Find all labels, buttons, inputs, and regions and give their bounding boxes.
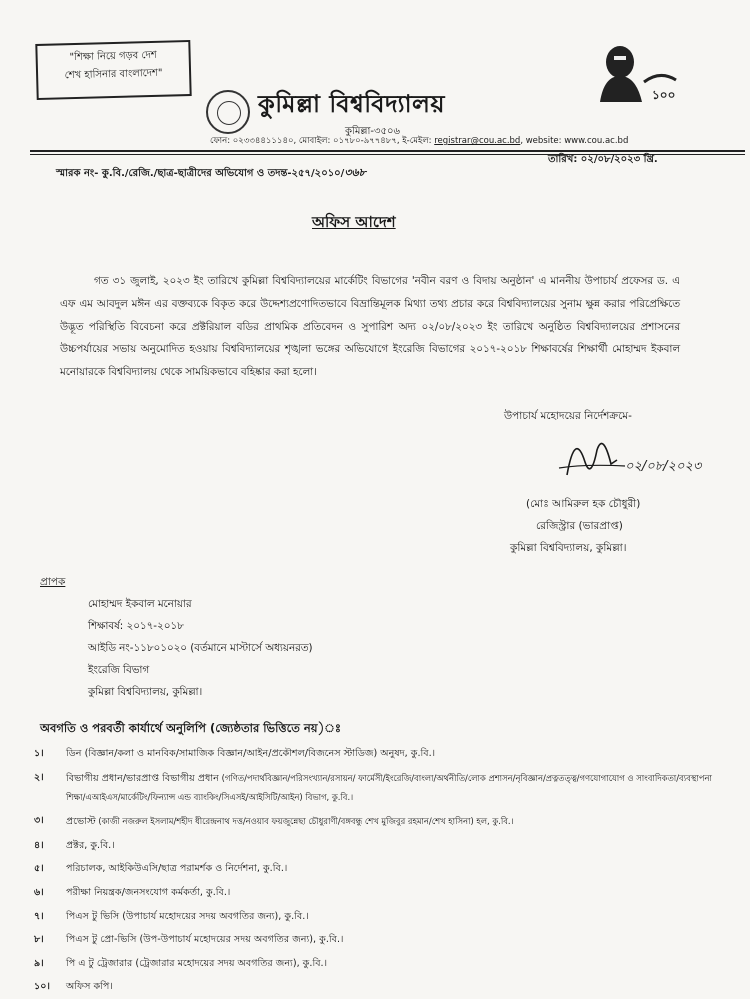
list-item [34,884,724,902]
order-body-text: গত ৩১ জুলাই, ২০২৩ ইং তারিখে কুমিল্লা বিশ্ববিদ্যালয়ের মার্কেটিং বিভাগের 'নবীন বরণ ও বিদায় অনুষ্ঠান' এ মাননীয় উপাচার্য প্রফেসর ড. এ এফ এম আবদুল মঈন এর বক্তব্যকে বিকৃত করে উদ্দেশ্যপ্রণোদিতভাবে বিভ্রান্তিমূলক মিথ্যা তথ্য প্রচার করে বিশ্ববিদ্যালয়ের সুনাম ক্ষুন্ন করার পরিপ্রেক্ষিতে উদ্ভূত পরিস্থিতি বিবেচনা করে প্রক্টরিয়াল বডির প্রাথমিক প্রতিবেদন ও সুপারিশ অদ্য ০২/০৮/২০২৩ ইং তারিখে অনুষ্ঠিত বিশ্ববিদ্যালয়ের প্রশাসনের উচ্চপর্যায়ের সভায় অনুমোদিত হওয়ায় বিশ্ববিদ্যালয়ের শৃঙ্খলা ভঙ্গের অভিযোগে ইংরেজি বিভাগের ২০১৭-২০১৮ শিক্ষাবর্ষের শিক্ষার্থী মোহাম্মদ ইকবাল মনোয়ারকে বিশ্ববিদ্যালয় থেকে সাময়িকভাবে বহিষ্কার করা হলো। [60,275,680,379]
list-item [34,860,724,878]
list-item-number: ৯। [34,957,44,969]
handwritten-signature-icon [545,420,715,490]
list-item-text: অফিস কপি। [66,981,113,993]
slogan-line-2: শেখ হাসিনার বাংলাদেশ" [64,67,163,82]
list-item-number: ১০। [34,981,50,993]
list-item [34,812,724,831]
memo-date: তারিখ: ০২/০৮/২০২৩ খ্রি. [548,154,658,165]
email-link[interactable]: registrar@cou.ac.bd [434,136,521,146]
signature-by-order: উপাচার্য মহোদয়ের নির্দেশক্রমে- [504,410,632,422]
list-item [34,931,724,949]
contact-line [210,134,628,148]
list-item-detail: (কাজী নজরুল ইসলাম/শহীদ ধীরেন্দ্রনাথ দত্ত/নওয়াব ফয়জুন্নেছা চৌধুরাণী/বঙ্গবন্ধু শেখ মুজিবুর রহমান/শেখ হাসিনা) হল, কু.বি.। [95,816,514,827]
list-item-number: ৬। [34,886,44,898]
website-text: , website: www.cou.ac.bd [520,136,629,146]
list-item-text: পিএস টু ভিসি (উপাচার্য মহোদয়ের সদয় অবগতির জন্য), কু.বি.। [66,910,309,922]
list-item [34,955,724,973]
list-item-number: ৫। [34,863,44,875]
signatory-title: রেজিস্ট্রার (ভারপ্রাপ্ত) [536,520,623,532]
recipient-block [88,593,313,703]
recipient-line: ইংরেজি বিভাগ [88,664,150,676]
centenary-badge: ১০০ [652,88,676,102]
list-item-number: ৭। [34,910,44,922]
list-item-text: বিভাগীয় প্রধান/ভারপ্রাপ্ত বিভাগীয় প্রধান [66,772,219,784]
document-title: অফিস আদেশ [312,213,396,231]
memo-reference [56,164,366,183]
centenary-portrait-logo-icon [590,42,690,102]
slogan-line-1: "শিক্ষা নিয়ে গড়ব দেশ [69,49,157,64]
slogan-box [35,40,191,100]
list-item-text: পি এ টু ট্রেজারার (ট্রেজারার মহোদয়ের সদয় অবগতির জন্য), কু.বি.। [66,957,328,969]
university-seal-icon [206,90,250,134]
list-item-number: ৪। [34,839,44,851]
signatory-org: কুমিল্লা বিশ্ববিদ্যালয়, কুমিল্লা। [510,542,627,554]
recipient-line: মোহাম্মদ ইকবাল মনোয়ার [88,598,192,610]
list-item [34,978,724,996]
list-item [34,837,724,855]
list-item-number: ৩। [34,815,44,827]
list-item-detail: (গণিত/পদার্থবিজ্ঞান/পরিসংখ্যান/রসায়ন/ ফার্মেসী/ইংরেজি/বাংলা/অর্থনীতি/লোক প্রশাসন/নৃবিজ্ঞান/প্রত্নতত্ত্ব/গণযোগাযোগ ও সাংবাদিকতা/ব্যবস্থাপনা শিক্ষা/এআইএস/মার্কেটিং/ফিন্যান্স এন্ড ব্যাংকিং/সিএসই/আইসিটি/আইন) বিভাগ, কু.বি.। [66,772,712,802]
university-name: কুমিল্লা বিশ্ববিদ্যালয় [258,90,446,118]
copy-list-heading: অবগতি ও পরবর্তী কার্যার্থে অনুলিপি (জ্যেষ্ঠতার ভিত্তিতে নয়)ঃ [40,721,342,735]
list-item [34,908,724,926]
list-item-text: পরিচালক, আইকিউএসি/ছাত্র পরামর্শক ও নির্দেশনা, কু.বি.। [66,863,288,875]
recipient-line: কুমিল্লা বিশ্ববিদ্যালয়, কুমিল্লা। [88,686,203,698]
copy-list [34,745,724,999]
university-city: কুমিল্লা-৩৫০৬ [345,126,401,137]
list-item [34,745,724,763]
list-item-text: পরীক্ষা নিয়ন্ত্রক/জনসংযোগ কর্মকর্তা, কু.বি.। [66,886,231,898]
recipient-line: আইডি নং-১১৮০১০২০ (বর্তমানে মাস্টার্সে অধ্যয়নরত) [88,642,313,654]
list-item [34,769,724,807]
recipient-heading: প্রাপক [40,576,66,588]
list-item-text: প্রভোস্ট [66,816,96,828]
memo-ref-handwritten: ৩৬৮ [344,166,366,179]
recipient-line: শিক্ষাবর্ষ: ২০১৭-২০১৮ [88,620,184,632]
list-item-text: ডিন (বিজ্ঞান/কলা ও মানবিক/সামাজিক বিজ্ঞান/আইন/প্রকৌশল/বিজনেস স্টাডিজ) অনুষদ, কু.বি.। [66,748,436,759]
list-item-number: ৮। [34,934,44,946]
list-item-number: ২। [34,771,44,783]
list-item-text: প্রক্টর, কু.বি.। [66,839,115,851]
memo-ref-prefix: স্মারক নং- কু.বি./রেজি./ছাত্র-ছাত্রীদের অভিযোগ ও তদন্ত-২৫৭/২০১০/ [56,168,345,179]
contact-phones: ফোন: ০২৩৩৪৪১১১৪০, মোবাইল: ০১৭৮০-৯৭৭৪৮৭, ই-মেইল: [210,136,432,146]
signatory-name: (মোঃ আমিরুল হক চৌধুরী) [526,498,641,510]
list-item-number: ১। [34,748,44,759]
list-item-text: পিএস টু প্রো-ভিসি (উপ-উপাচার্য মহোদয়ের সদয় অবগতির জন্য), কু.বি.। [66,934,344,946]
signature-date: ০২/০৮/২০২৩ [625,459,702,474]
